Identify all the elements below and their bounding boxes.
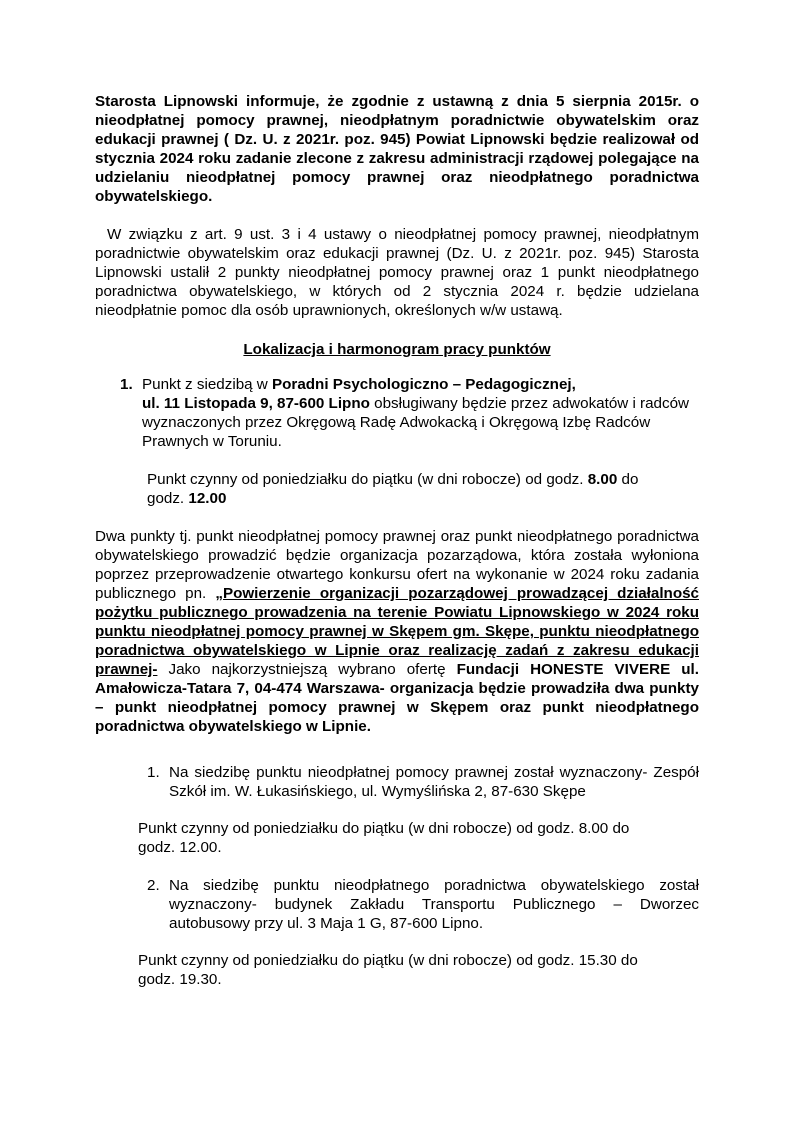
location-2-text: Na siedzibę punktu nieodpłatnego poradnictwa obywatelskiego został wyznaczony- budynek Zakładu Transportu Publicznego – Dworzec autobusowy przy ul. 3 Maja 1 G, 87-600 Lipno. [169, 877, 699, 932]
point-1-address: ul. 11 Listopada 9, 87-600 Lipno [142, 395, 370, 412]
point-1 [120, 375, 699, 451]
point-1-prefix: Punkt z siedzibą w [142, 376, 268, 393]
location-2-number: 2. [147, 877, 160, 894]
organization-text: Dwa punkty tj. punkt nieodpłatnej pomocy prawnej oraz punkt nieodpłatnego poradnictwa obywatelskiego prowadzić będzie organizacja pozarządowa, która została wyłoniona poprzez przeprowadzenie otwartego konkursu ofert na wykonanie w 2024 roku zadania publicznego pn. [95, 528, 699, 602]
task-title: „Powierzenie organizacji pozarządowej prowadzącej działalność pożytku publicznego prowadzenia na terenie Powiatu Lipnowskiego w 2024 roku punktu nieodpłatnej pomocy prawnej w Skępem gm. Skępe, punktu nieodpłatnego poradnictwa obywatelskiego w Lipnie oraz realizację zadań z zakresu edukacji prawnej- [95, 585, 699, 678]
location-2-schedule: Punkt czynny od poniedziałku do piątku (w dni robocze) od godz. 15.30 do godz. 19.30. [138, 952, 638, 988]
point-1-time-to: 12.00 [188, 490, 227, 507]
point-1-text [142, 375, 699, 451]
location-1-text: Na siedzibę punktu nieodpłatnej pomocy prawnej został wyznaczony- Zespół Szkół im. W. Łukasińskiego, ul. Wymyślińska 2, 87-630 Skępe [169, 764, 699, 800]
section-heading: Lokalizacja i harmonogram pracy punktów [243, 341, 551, 358]
point-1-schedule [147, 470, 667, 508]
foundation-text: Fundacji HONESTE VIVERE ul. Amałowicza-Tatara 7, 04-474 Warszawa- organizacja będzie prowadziła dwa punkty – punkt nieodpłatnej pomocy prawnej w Skępem oraz punkt nieodpłatnego poradnictwa obywatelskiego w Lipnie. [95, 661, 699, 735]
point-1-schedule-text: Punkt czynny od poniedziałku do piątku (w dni robocze) od godz. [147, 471, 584, 488]
point-1-rest: obsługiwany będzie przez adwokatów i radców wyznaczonych przez Okręgową Radę Adwokacką i Okręgową Izbę Radców Prawnych w Toruniu. [142, 395, 690, 450]
point-1-number: 1. [120, 376, 133, 393]
organization-paragraph [95, 527, 699, 736]
point-1-place: Poradni Psychologiczno – Pedagogicznej, [272, 376, 576, 393]
document-page [95, 92, 699, 989]
location-1-schedule: Punkt czynny od poniedziałku do piątku (w dni robocze) od godz. 8.00 do godz. 12.00. [138, 820, 630, 856]
point-1-time-to-prefix: do godz. [147, 471, 639, 507]
location-2 [147, 876, 699, 933]
location-1-number: 1. [147, 764, 160, 781]
location-1 [147, 763, 699, 801]
intro-paragraph: W związku z art. 9 ust. 3 i 4 ustawy o nieodpłatnej pomocy prawnej, nieodpłatnym poradnictwie obywatelskim oraz edukacji prawnej (Dz. U. z 2021r. poz. 945) Starosta Lipnowski ustalił 2 punkty nieodpłatnej pomocy prawnej oraz 1 punkt nieodpłatnego poradnictwa obywatelskiego, w których od 2 stycznia 2024 r. będzie udzielana nieodpłatnie pomoc dla osób uprawnionych, określonych w/w ustawą. [95, 226, 699, 319]
lead-paragraph: Starosta Lipnowski informuje, że zgodnie z ustawną z dnia 5 sierpnia 2015r. o nieodpłatnej pomocy prawnej, nieodpłatnym poradnictwie obywatelskim oraz edukacji prawnej ( Dz. U. z 2021r. poz. 945) Powiat Lipnowski będzie realizował od stycznia 2024 roku zadanie zlecone z zakresu administracji rządowej polegające na udzielaniu nieodpłatnej pomocy prawnej oraz nieodpłatnego poradnictwa obywatelskiego. [95, 93, 699, 205]
point-1-time-from: 8.00 [587, 471, 618, 488]
offer-text: Jako najkorzystniejszą wybrano ofertę [168, 661, 446, 678]
